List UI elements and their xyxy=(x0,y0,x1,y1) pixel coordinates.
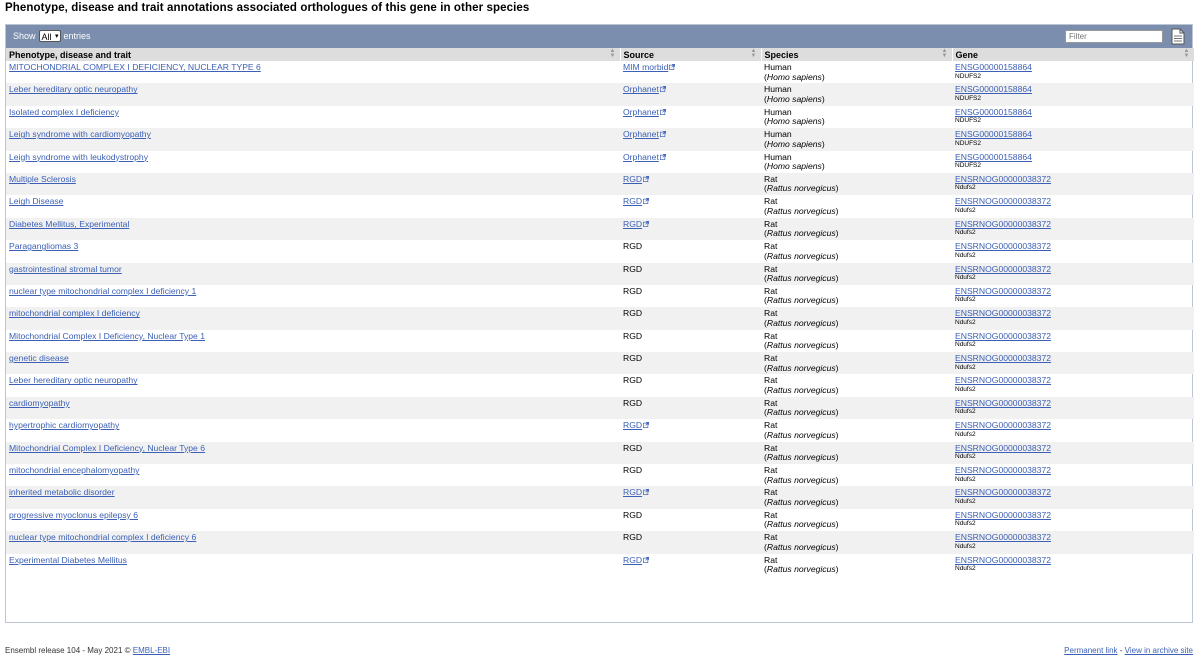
gene-symbol: Ndufs2 xyxy=(955,520,976,528)
phenotype-cell xyxy=(6,464,620,486)
source-cell xyxy=(620,106,761,128)
phenotype-link[interactable]: Experimental Diabetes Mellitus xyxy=(9,554,127,565)
gene-symbol: Ndufs2 xyxy=(955,542,976,550)
gene-cell xyxy=(952,486,1194,508)
species-cell: Human (Homo sapiens) xyxy=(764,106,825,127)
table-row xyxy=(6,61,1194,83)
table-row xyxy=(6,263,1194,285)
species-cell: Rat (Rattus norvegicus) xyxy=(764,420,839,440)
species-common-name: Rat xyxy=(764,554,778,565)
table-body xyxy=(6,61,1194,576)
annotations-table xyxy=(6,48,1195,576)
species-cell: Rat (Rattus norvegicus) xyxy=(764,375,839,395)
gene-cell xyxy=(952,554,1194,576)
source-link[interactable]: Orphanet xyxy=(623,106,659,117)
gene-cell xyxy=(952,330,1194,352)
page-title: Phenotype, disease and trait annotations associated orthologues of this gene in other species xyxy=(5,2,530,14)
external-link-icon xyxy=(643,557,649,563)
species-cell: Rat (Rattus norvegicus) xyxy=(764,241,839,261)
gene-cell xyxy=(952,285,1194,307)
export-icon[interactable] xyxy=(1171,28,1185,45)
gene-id-link[interactable]: ENSRNOG00000038372 xyxy=(955,420,1052,431)
table-row xyxy=(6,285,1194,307)
gene-symbol: NDUFS2 xyxy=(955,94,982,102)
gene-symbol: Ndufs2 xyxy=(955,453,976,461)
column-header-species[interactable] xyxy=(761,48,952,61)
archive-site-link[interactable]: View in archive site xyxy=(1124,646,1193,655)
phenotype-cell xyxy=(6,106,620,128)
species-scientific-name: Rattus norvegicus xyxy=(766,496,836,507)
species-cell: Rat (Rattus norvegicus) xyxy=(761,442,952,464)
source-cell xyxy=(620,486,761,508)
species-cell: Rat (Rattus norvegicus) xyxy=(761,531,952,553)
source-cell xyxy=(620,554,761,576)
table-row xyxy=(6,128,1194,150)
species-cell: Rat (Rattus norvegicus) xyxy=(761,307,952,329)
source-text: RGD xyxy=(623,241,643,252)
external-link-icon xyxy=(660,86,666,92)
source-text: RGD xyxy=(623,532,643,543)
gene-id-link[interactable]: ENSRNOG00000038372 xyxy=(955,375,1052,386)
species-scientific-name: Rattus norvegicus xyxy=(766,519,836,530)
gene-cell xyxy=(952,464,1194,486)
phenotype-link[interactable]: Multiple Sclerosis xyxy=(9,173,76,184)
gene-symbol: Ndufs2 xyxy=(955,229,976,237)
gene-cell xyxy=(952,307,1194,329)
table-row xyxy=(6,531,1194,553)
table-row xyxy=(6,352,1194,374)
source-cell xyxy=(620,464,761,486)
phenotype-cell xyxy=(6,330,620,352)
species-cell: Human (Homo sapiens) xyxy=(761,83,952,105)
external-link-icon xyxy=(643,489,649,495)
phenotype-cell xyxy=(6,374,620,396)
species-cell: Rat (Rattus norvegicus) xyxy=(761,173,952,195)
phenotype-cell xyxy=(6,486,620,508)
gene-symbol: Ndufs2 xyxy=(955,363,976,371)
phenotype-cell xyxy=(6,531,620,553)
footer-links xyxy=(1064,646,1193,655)
species-cell: Rat (Rattus norvegicus) xyxy=(764,554,839,575)
phenotype-cell xyxy=(6,151,620,173)
table-row xyxy=(6,151,1194,173)
source-cell xyxy=(620,240,761,262)
source-cell xyxy=(620,195,761,217)
phenotype-cell xyxy=(6,173,620,195)
species-common-name: Rat xyxy=(764,241,778,252)
source-link[interactable]: MIM morbid xyxy=(623,62,669,72)
species-cell: Rat (Rattus norvegicus) xyxy=(764,196,839,216)
external-link-icon xyxy=(643,221,649,227)
source-cell xyxy=(620,352,761,374)
species-common-name: Rat xyxy=(764,420,778,431)
gene-id-link[interactable]: ENSRNOG00000038372 xyxy=(955,487,1052,498)
table-row xyxy=(6,240,1194,262)
species-scientific-name: Homo sapiens xyxy=(766,161,822,172)
source-cell xyxy=(620,151,761,173)
chevron-down-icon: ▾ xyxy=(55,33,59,40)
gene-symbol: Ndufs2 xyxy=(955,475,976,483)
gene-id-link[interactable]: ENSG00000158864 xyxy=(955,106,1032,117)
species-cell: Rat (Rattus norvegicus) xyxy=(764,465,839,485)
table-row xyxy=(6,195,1194,217)
phenotype-link[interactable]: Leigh syndrome with leukodystrophy xyxy=(9,151,149,162)
species-scientific-name: Homo sapiens xyxy=(766,116,822,127)
phenotype-cell xyxy=(6,195,620,217)
column-header-gene[interactable] xyxy=(952,48,1194,61)
gene-id-link[interactable]: ENSRNOG00000038372 xyxy=(955,397,1052,408)
species-common-name: Human xyxy=(764,151,792,162)
sort-icon: ▲ ▼ xyxy=(1183,48,1190,59)
gene-id-link[interactable]: ENSRNOG00000038372 xyxy=(955,308,1052,319)
gene-id-link[interactable]: ENSG00000158864 xyxy=(955,84,1032,95)
species-common-name: Rat xyxy=(764,353,778,364)
gene-id-link[interactable]: ENSRNOG00000038372 xyxy=(955,173,1052,184)
source-link[interactable]: RGD xyxy=(623,218,643,229)
species-scientific-name: Rattus norvegicus xyxy=(766,250,836,261)
source-cell xyxy=(620,397,761,419)
species-scientific-name: Rattus norvegicus xyxy=(766,340,836,351)
species-cell: Human (Homo sapiens) xyxy=(764,62,825,82)
gene-symbol: Ndufs2 xyxy=(955,341,976,349)
species-cell: Rat (Rattus norvegicus) xyxy=(761,263,952,285)
species-cell: Human (Homo sapiens) xyxy=(761,128,952,150)
table-row xyxy=(6,554,1194,576)
table-row xyxy=(6,397,1194,419)
species-scientific-name: Rattus norvegicus xyxy=(766,317,836,328)
species-common-name: Rat xyxy=(764,487,778,498)
species-scientific-name: Homo sapiens xyxy=(766,138,822,149)
external-link-icon xyxy=(643,422,649,428)
gene-symbol: NDUFS2 xyxy=(955,117,982,125)
table-row xyxy=(6,218,1194,240)
phenotype-cell xyxy=(6,128,620,150)
source-cell xyxy=(620,61,761,83)
table-row xyxy=(6,509,1194,531)
gene-symbol: Ndufs2 xyxy=(955,318,976,326)
phenotype-link[interactable]: Isolated complex I deficiency xyxy=(9,106,119,117)
gene-cell xyxy=(952,195,1194,217)
source-text: RGD xyxy=(623,285,643,296)
gene-cell xyxy=(952,128,1194,150)
phenotype-cell xyxy=(6,307,620,329)
gene-cell xyxy=(952,352,1194,374)
table-row xyxy=(6,419,1194,441)
gene-cell xyxy=(952,263,1194,285)
species-cell: Rat (Rattus norvegicus) xyxy=(764,285,839,306)
gene-cell xyxy=(952,442,1194,464)
species-scientific-name: Rattus norvegicus xyxy=(766,295,836,306)
permanent-link[interactable]: Permanent link xyxy=(1064,646,1118,655)
embl-ebi-link[interactable]: EMBL-EBI xyxy=(132,646,171,655)
phenotype-link[interactable]: Paragangliomas 3 xyxy=(9,241,79,252)
gene-cell xyxy=(952,509,1194,531)
phenotype-link[interactable]: Leber hereditary optic neuropathy xyxy=(9,375,138,386)
footer-separator: - xyxy=(1119,646,1123,655)
source-link[interactable]: RGD xyxy=(623,554,643,565)
phenotype-cell xyxy=(6,263,620,285)
source-text: RGD xyxy=(623,442,643,453)
show-entries-control xyxy=(13,30,91,42)
phenotype-link[interactable]: nuclear type mitochondrial complex I deficiency 6 xyxy=(9,532,197,543)
table-row xyxy=(6,330,1194,352)
show-label: Show xyxy=(13,31,36,41)
phenotype-link[interactable]: Diabetes Mellitus, Experimental xyxy=(9,218,130,229)
source-link[interactable]: RGD xyxy=(623,487,643,498)
gene-cell xyxy=(952,151,1194,173)
phenotype-link[interactable]: gastrointestinal stromal tumor xyxy=(9,263,122,274)
species-cell: Rat (Rattus norvegicus) xyxy=(761,486,952,508)
source-text: RGD xyxy=(623,263,643,274)
species-scientific-name: Rattus norvegicus xyxy=(766,429,836,440)
column-header-label: Species xyxy=(764,49,799,60)
gene-cell xyxy=(952,374,1194,396)
gene-id-link[interactable]: ENSRNOG00000038372 xyxy=(955,353,1052,364)
gene-cell xyxy=(952,218,1194,240)
species-common-name: Rat xyxy=(764,465,778,476)
gene-id-link[interactable]: ENSRNOG00000038372 xyxy=(955,330,1052,341)
gene-symbol: Ndufs2 xyxy=(955,184,976,192)
external-link-icon xyxy=(669,64,675,70)
column-header-label: Gene xyxy=(955,49,979,60)
source-link[interactable]: RGD xyxy=(623,196,643,207)
source-cell xyxy=(620,263,761,285)
gene-symbol: Ndufs2 xyxy=(955,565,976,573)
species-scientific-name: Rattus norvegicus xyxy=(766,452,836,463)
species-cell: Rat (Rattus norvegicus) xyxy=(764,330,839,351)
source-cell xyxy=(620,509,761,531)
phenotype-link[interactable]: Mitochondrial Complex I Deficiency, Nuclear Type 6 xyxy=(9,442,205,453)
column-header-source[interactable] xyxy=(620,48,761,61)
source-link[interactable]: Orphanet xyxy=(623,129,659,140)
species-common-name: Rat xyxy=(764,397,778,408)
species-common-name: Rat xyxy=(764,263,778,274)
source-link[interactable]: RGD xyxy=(623,173,643,184)
gene-id-link[interactable]: ENSRNOG00000038372 xyxy=(955,509,1052,520)
phenotype-cell xyxy=(6,218,620,240)
external-link-icon xyxy=(643,198,649,204)
phenotype-link[interactable]: Leigh Disease xyxy=(9,196,64,207)
phenotype-link[interactable]: Leber hereditary optic neuropathy xyxy=(9,84,138,95)
species-scientific-name: Rattus norvegicus xyxy=(766,384,836,395)
species-scientific-name: Rattus norvegicus xyxy=(766,564,836,575)
column-header-label: Phenotype, disease and trait xyxy=(9,49,132,60)
gene-id-link[interactable]: ENSG00000158864 xyxy=(955,151,1032,162)
source-cell xyxy=(620,285,761,307)
species-common-name: Rat xyxy=(764,218,778,229)
phenotype-link[interactable]: progressive myoclonus epilepsy 6 xyxy=(9,509,138,520)
species-cell: Rat (Rattus norvegicus) xyxy=(764,509,839,530)
gene-symbol: Ndufs2 xyxy=(955,206,976,214)
gene-symbol: Ndufs2 xyxy=(955,274,976,282)
species-cell: Rat (Rattus norvegicus) xyxy=(761,352,952,374)
gene-symbol: NDUFS2 xyxy=(955,72,982,80)
species-cell: Human (Homo sapiens) xyxy=(764,151,825,172)
gene-symbol: Ndufs2 xyxy=(955,430,976,438)
species-scientific-name: Rattus norvegicus xyxy=(766,541,836,552)
species-cell: Rat (Rattus norvegicus) xyxy=(761,218,952,240)
table-row xyxy=(6,464,1194,486)
gene-cell xyxy=(952,240,1194,262)
phenotype-link[interactable]: mitochondrial encephalomyopathy xyxy=(9,465,140,476)
species-common-name: Rat xyxy=(764,532,778,543)
phenotype-link[interactable]: inherited metabolic disorder xyxy=(9,487,115,498)
species-common-name: Human xyxy=(764,84,792,95)
phenotype-link[interactable]: MITOCHONDRIAL COMPLEX I DEFICIENCY, NUCLEAR TYPE 6 xyxy=(9,62,261,72)
phenotype-cell xyxy=(6,83,620,105)
gene-id-link[interactable]: ENSG00000158864 xyxy=(955,62,1032,72)
phenotype-link[interactable]: cardiomyopathy xyxy=(9,397,70,408)
gene-id-link[interactable]: ENSRNOG00000038372 xyxy=(955,241,1052,252)
footer-release xyxy=(5,646,170,655)
source-cell xyxy=(620,218,761,240)
sort-icon: ▲ ▼ xyxy=(941,48,948,59)
phenotype-link[interactable]: Mitochondrial Complex I Deficiency, Nuclear Type 1 xyxy=(9,330,205,341)
species-common-name: Human xyxy=(764,129,792,140)
phenotype-link[interactable]: mitochondrial complex I deficiency xyxy=(9,308,140,319)
source-text: RGD xyxy=(623,353,643,364)
table-row xyxy=(6,442,1194,464)
gene-id-link[interactable]: ENSG00000158864 xyxy=(955,129,1032,140)
source-text: RGD xyxy=(623,375,643,386)
gene-id-link[interactable]: ENSRNOG00000038372 xyxy=(955,554,1052,565)
species-cell: Rat (Rattus norvegicus) xyxy=(761,397,952,419)
release-text: Ensembl release 104 - May 2021 © xyxy=(5,646,131,655)
source-cell xyxy=(620,83,761,105)
phenotype-cell xyxy=(6,554,620,576)
source-link[interactable]: Orphanet xyxy=(623,84,659,95)
species-common-name: Rat xyxy=(764,285,778,296)
source-cell xyxy=(620,128,761,150)
entries-select-value: All xyxy=(41,32,52,42)
gene-cell xyxy=(952,106,1194,128)
source-text: RGD xyxy=(623,509,643,520)
gene-id-link[interactable]: ENSRNOG00000038372 xyxy=(955,442,1052,453)
phenotype-cell xyxy=(6,285,620,307)
phenotype-cell xyxy=(6,509,620,531)
species-scientific-name: Rattus norvegicus xyxy=(766,362,836,373)
source-cell xyxy=(620,531,761,553)
phenotype-link[interactable]: genetic disease xyxy=(9,353,69,364)
species-common-name: Rat xyxy=(764,196,778,207)
gene-symbol: NDUFS2 xyxy=(955,139,982,147)
phenotype-link[interactable]: hypertrophic cardiomyopathy xyxy=(9,420,120,431)
table-row xyxy=(6,307,1194,329)
gene-symbol: Ndufs2 xyxy=(955,251,976,259)
species-scientific-name: Rattus norvegicus xyxy=(766,474,836,485)
gene-symbol: Ndufs2 xyxy=(955,385,976,393)
table-header-row xyxy=(6,48,1194,61)
species-common-name: Rat xyxy=(764,375,778,386)
gene-id-link[interactable]: ENSRNOG00000038372 xyxy=(955,465,1052,476)
entries-label: entries xyxy=(63,31,91,41)
gene-symbol: Ndufs2 xyxy=(955,296,976,304)
species-common-name: Human xyxy=(764,106,792,117)
phenotype-link[interactable]: Leigh syndrome with cardiomyopathy xyxy=(9,129,151,140)
column-header-label: Source xyxy=(623,49,655,60)
sort-icon: ▲ ▼ xyxy=(609,48,616,59)
gene-id-link[interactable]: ENSRNOG00000038372 xyxy=(955,263,1052,274)
species-scientific-name: Rattus norvegicus xyxy=(766,273,836,284)
table-toolbar xyxy=(6,25,1192,48)
gene-cell xyxy=(952,173,1194,195)
gene-cell xyxy=(952,83,1194,105)
phenotype-cell xyxy=(6,352,620,374)
species-scientific-name: Homo sapiens xyxy=(766,93,822,104)
filter-input[interactable] xyxy=(1065,30,1163,43)
source-cell xyxy=(620,307,761,329)
gene-id-link[interactable]: ENSRNOG00000038372 xyxy=(955,532,1052,543)
species-common-name: Human xyxy=(764,62,792,72)
source-cell xyxy=(620,419,761,441)
gene-cell xyxy=(952,531,1194,553)
species-common-name: Rat xyxy=(764,330,778,341)
species-common-name: Rat xyxy=(764,173,778,184)
phenotype-cell xyxy=(6,61,620,83)
source-text: RGD xyxy=(623,330,643,341)
external-link-icon xyxy=(660,154,666,160)
source-cell xyxy=(620,330,761,352)
source-cell xyxy=(620,442,761,464)
species-common-name: Rat xyxy=(764,442,778,453)
species-scientific-name: Rattus norvegicus xyxy=(766,205,836,216)
phenotype-cell xyxy=(6,397,620,419)
source-text: RGD xyxy=(623,397,643,408)
gene-cell xyxy=(952,419,1194,441)
external-link-icon xyxy=(660,109,666,115)
source-text: RGD xyxy=(623,308,643,319)
source-text: RGD xyxy=(623,465,643,476)
gene-cell xyxy=(952,397,1194,419)
gene-id-link[interactable]: ENSRNOG00000038372 xyxy=(955,218,1052,229)
gene-id-link[interactable]: ENSRNOG00000038372 xyxy=(955,285,1052,296)
external-link-icon xyxy=(660,131,666,137)
gene-symbol: Ndufs2 xyxy=(955,497,976,505)
species-scientific-name: Rattus norvegicus xyxy=(766,228,836,239)
table-row xyxy=(6,486,1194,508)
species-scientific-name: Homo sapiens xyxy=(766,71,822,82)
phenotype-link[interactable]: nuclear type mitochondrial complex I deficiency 1 xyxy=(9,285,197,296)
source-link[interactable]: Orphanet xyxy=(623,151,659,162)
table-row xyxy=(6,173,1194,195)
species-common-name: Rat xyxy=(764,308,778,319)
sort-icon: ▲ ▼ xyxy=(750,48,757,59)
column-header-phenotype[interactable] xyxy=(6,48,620,61)
entries-select[interactable] xyxy=(39,30,61,42)
species-scientific-name: Rattus norvegicus xyxy=(766,407,836,418)
gene-cell xyxy=(952,61,1194,83)
phenotype-cell xyxy=(6,240,620,262)
gene-id-link[interactable]: ENSRNOG00000038372 xyxy=(955,196,1052,207)
phenotype-cell xyxy=(6,419,620,441)
table-row xyxy=(6,374,1194,396)
phenotype-cell xyxy=(6,442,620,464)
source-cell xyxy=(620,173,761,195)
annotations-table-panel xyxy=(5,24,1193,623)
gene-symbol: NDUFS2 xyxy=(955,162,982,170)
species-common-name: Rat xyxy=(764,509,778,520)
table-row xyxy=(6,83,1194,105)
source-cell xyxy=(620,374,761,396)
gene-symbol: Ndufs2 xyxy=(955,408,976,416)
table-row xyxy=(6,106,1194,128)
source-link[interactable]: RGD xyxy=(623,420,643,431)
species-scientific-name: Rattus norvegicus xyxy=(766,183,836,194)
external-link-icon xyxy=(643,176,649,182)
